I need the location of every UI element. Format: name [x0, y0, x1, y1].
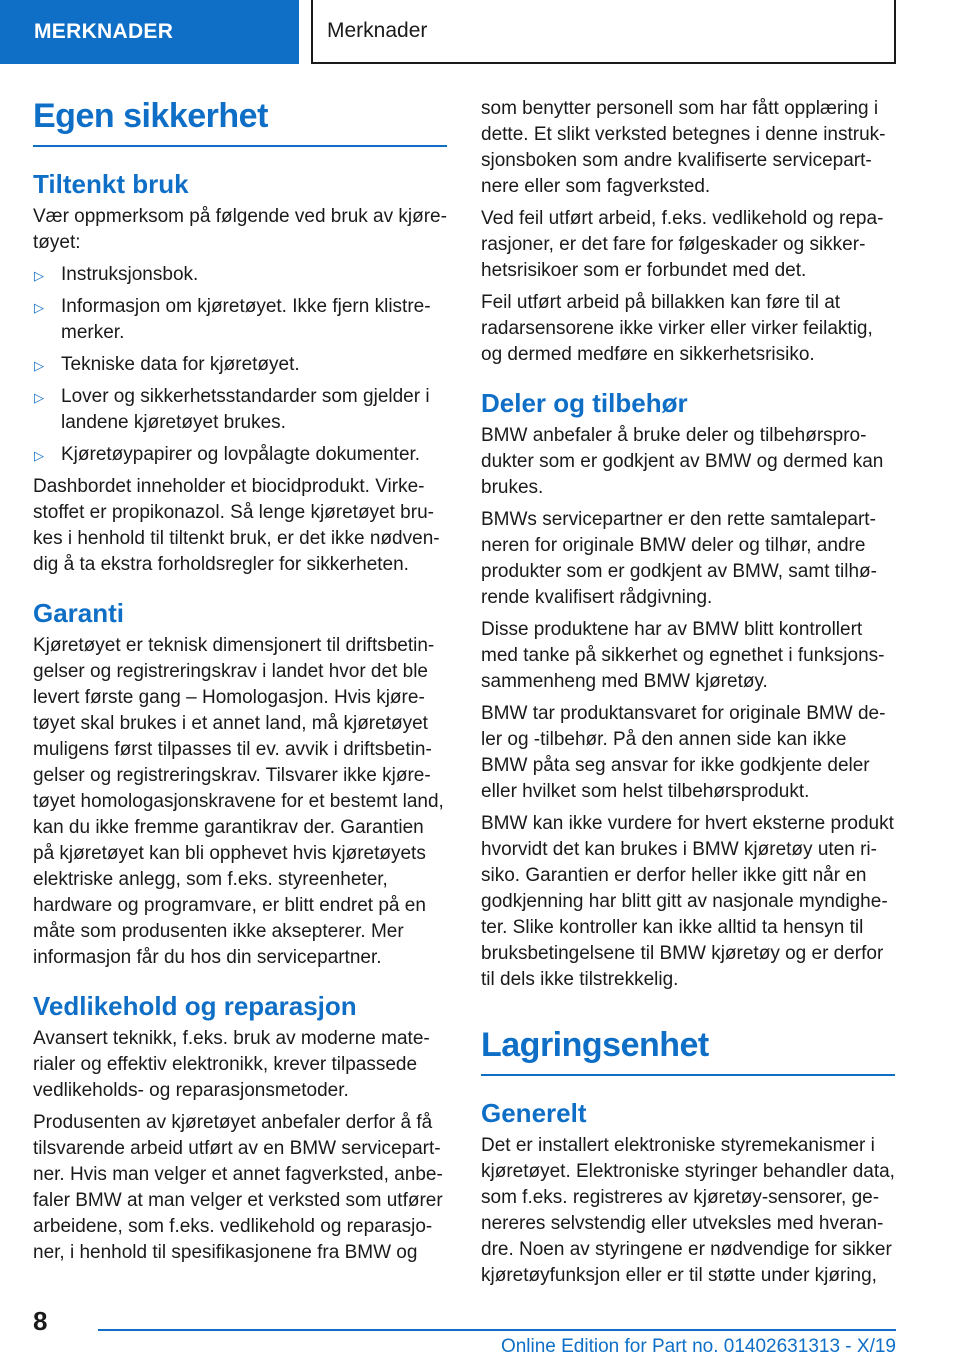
- deler-paragraph-2: BMWs servicepartner er den rette samtalepartneren for originale BMW deler og tilhør, andre produkter som er godkjent av BMW, samt tilhørende kvalifisert rådgivning.: [481, 509, 877, 609]
- list-item: [33, 442, 447, 468]
- page-title-tab: [311, 0, 896, 64]
- footer-divider: [98, 1329, 896, 1331]
- deler-paragraph-5: BMW kan ikke vurdere for hvert eksterne produkt hvorvidt det kan brukes i BMW kjøretøy uten risiko. Garantien er derfor heller ikke gitt når en godkjenning har blitt gitt av nasjonale myndigheter. Slike kontroller kan ikke alltid ta hensyn til bruksbetingelsene til BMW kjøretøy og er derfor til dels ikke tilstrekkelig.: [481, 813, 894, 991]
- tiltenkt-list: [33, 262, 447, 468]
- heading-tiltenkt-bruk: Tiltenkt bruk: [33, 168, 189, 199]
- page-title-label: Merknader: [327, 19, 428, 42]
- left-column: [33, 96, 447, 1272]
- list-item-text: Kjøretøypapirer og lovpålagte dokumenter.: [61, 443, 421, 465]
- list-item: [33, 352, 447, 378]
- deler-paragraph-1: BMW anbefaler å bruke deler og tilbehørsprodukter som er godkjent av BMW og dermed kan brukes.: [481, 425, 884, 499]
- vedlikehold-paragraph-1: Avansert teknikk, f.eks. bruk av moderne materialer og effektiv elektronikk, krever tilpassede vedlikeholds- og reparasjonsmetoder.: [33, 1028, 430, 1102]
- triangle-bullet-icon: ▷: [34, 357, 44, 373]
- continued-paragraph-2: Ved feil utført arbeid, f.eks. vedlikehold og reparasjoner, er det fare for følgeskader og sikkerhetsrisikoer som er forbundet med det.: [481, 208, 884, 281]
- triangle-bullet-icon: ▷: [34, 267, 44, 283]
- list-item-text: Lover og sikkerhetsstandarder som gjelder i landene kjøretøyet brukes.: [61, 385, 430, 433]
- continued-paragraph-3: Feil utført arbeid på billakken kan føre til at radarsensorene ikke virker eller virker feilaktig, og dermed medføre en sikkerhetsrisiko.: [481, 292, 873, 365]
- list-item-text: Informasjon om kjøretøyet. Ikke fjern klistremerker.: [61, 295, 431, 343]
- heading-generelt: Generelt: [481, 1097, 587, 1128]
- heading-deler-og-tilbehor: Deler og tilbehør: [481, 388, 688, 418]
- vedlikehold-paragraph-2: Produsenten av kjøretøyet anbefaler derfor å få tilsvarende arbeid utført av en BMW servicepartner. Hvis man velger et annet fagverksted, anbefaler BMW at man velger et verksted som utfører arbeidene, som f.eks. vedlikehold og reparasjoner, i henhold til spesifikasjonene fra BMW og: [33, 1112, 443, 1264]
- heading-garanti: Garanti: [33, 597, 125, 628]
- deler-paragraph-3: Disse produktene har av BMW blitt kontrollert med tanke på sikkerhet og egnethet i funksjonssammenheng med BMW kjøretøy.: [481, 619, 885, 693]
- triangle-bullet-icon: ▷: [34, 389, 44, 405]
- section-tab-label: MERKNADER: [34, 20, 174, 43]
- list-item-text: Instruksjonsbok.: [61, 263, 199, 285]
- continued-paragraph-1: som benytter personell som har fått opplæring i dette. Et slikt verksted betegnes i denne instruksjonsboken som andre kvalifiserte servicepartnere eller som fagverksted.: [481, 98, 886, 197]
- triangle-bullet-icon: ▷: [34, 447, 44, 463]
- heading-vedlikehold: Vedlikehold og reparasjon: [33, 991, 357, 1022]
- garanti-paragraph: Kjøretøyet er teknisk dimensjonert til driftsbetingelser og registreringskrav i landet hvor det ble levert første gang – Homologasjon. Hvis kjøretøyet skal brukes i et annet land, må kjøretøyet muligens først tilpasses til ev. avvik i driftsbetingelser og registreringskrav. Tilsvarer ikke kjøretøyet homologasjonskravene for et bestemt land, kan du ikke fremme garantikrav der. Garantien på kjøretøyet kan bli opphevet hvis kjøretøyets elektriske anlegg, som f.eks. styreenheter, hardware og programvare, er blitt endret på en måte som produsenten ikke aksepterer. Mer informasjon får du hos din servicepartner.: [33, 635, 444, 969]
- generelt-paragraph: Det er installert elektroniske styremekanismer i kjøretøyet. Elektroniske styringer behandler data, som f.eks. registreres av kjøretøy-sensorer, genereres selvstendig eller utveksles med hverandre. Noen av styringene er nødvendige for sikker kjøretøyfunksjon eller er til støtte under kjøring,: [481, 1135, 895, 1287]
- right-column: [481, 96, 895, 1295]
- page-number: 8: [33, 1306, 48, 1336]
- tiltenkt-intro: Vær oppmerksom på følgende ved bruk av kjøretøyet:: [33, 205, 447, 253]
- list-item-text: Tekniske data for kjøretøyet.: [61, 353, 300, 375]
- chapter-title-lagringsenhet: Lagringsenhet: [481, 1025, 895, 1076]
- list-item: [33, 294, 447, 346]
- list-item: [33, 384, 447, 436]
- chapter-title-egen-sikkerhet: Egen sikkerhet: [33, 96, 447, 147]
- triangle-bullet-icon: ▷: [34, 299, 44, 315]
- tiltenkt-paragraph: Dashbordet inneholder et biocidprodukt. Virkestoffet er propikonazol. Så lenge kjøretøyet brukes i henhold til tiltenkt bruk, er det ikke nødvendig å ta ekstra forholdsregler for sikkerheten.: [33, 475, 440, 575]
- deler-paragraph-4: BMW tar produktansvaret for originale BMW deler og -tilbehør. På den annen side kan ikke BMW påta seg ansvar for ikke godkjente deler eller hvilket som helst tilbehørsprodukt.: [481, 703, 886, 803]
- list-item: [33, 262, 447, 288]
- section-tab: [0, 0, 299, 64]
- footer-edition-text: Online Edition for Part no. 01402631313 - X/19: [500, 1336, 896, 1357]
